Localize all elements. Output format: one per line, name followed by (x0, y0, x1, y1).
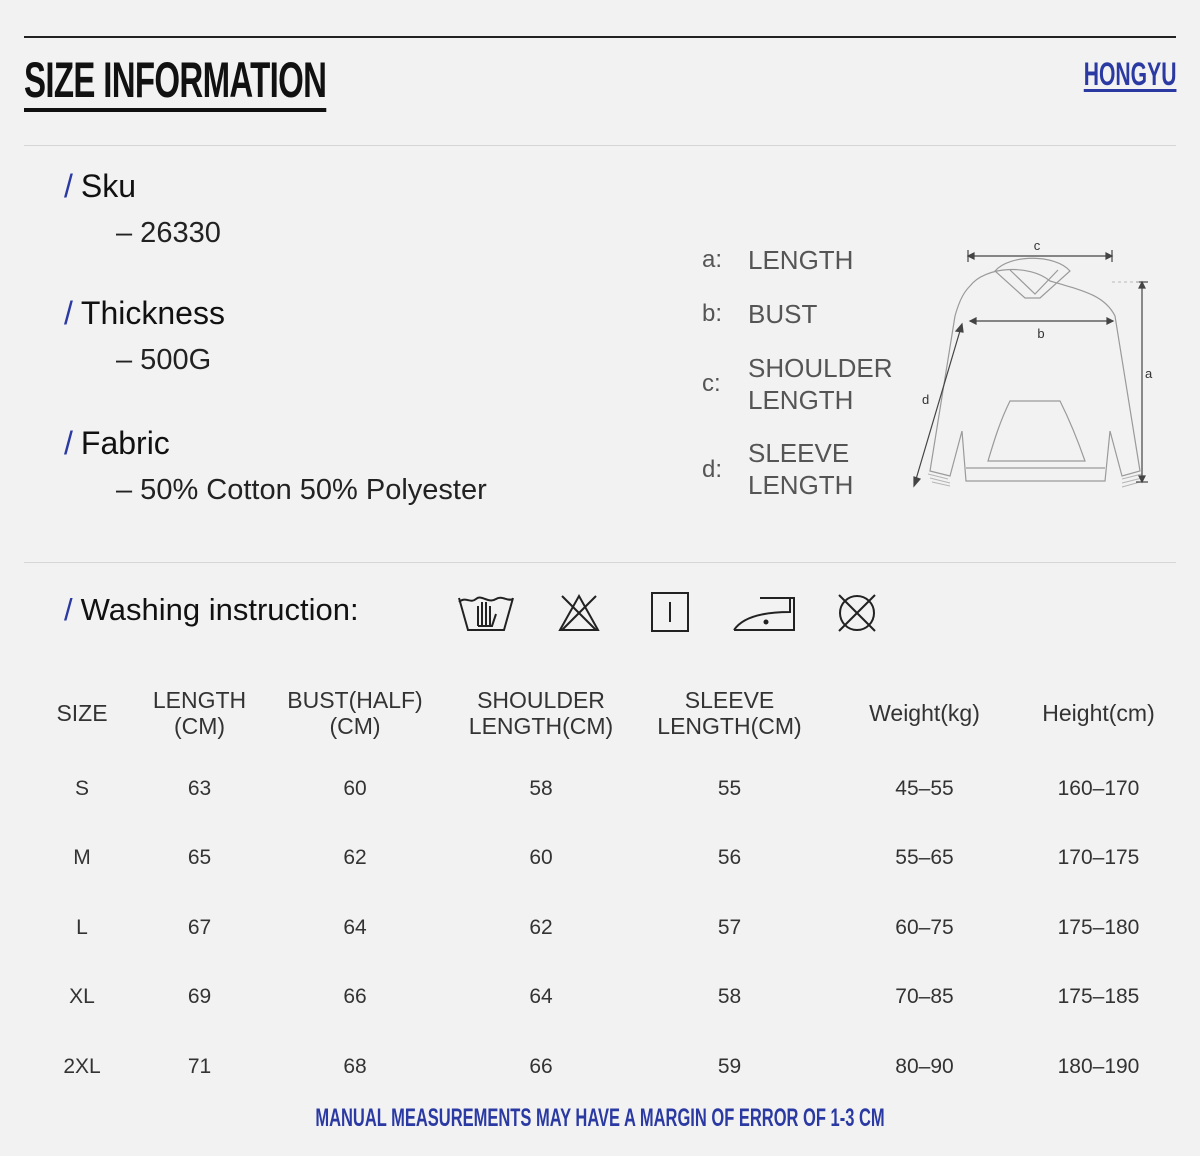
legend-key-b: b: (702, 300, 723, 327)
page-title: SIZE INFORMATION (24, 52, 326, 112)
table-row (24, 1032, 1176, 1102)
thickness-value: – 500G (116, 344, 212, 376)
fabric-value: – 50% Cotton 50% Polyester (116, 474, 487, 506)
diagram-label-b: b (1037, 326, 1045, 341)
column-header-sleeve: SLEEVE LENGTH(CM) (657, 687, 802, 739)
size-table (24, 672, 1176, 1102)
iron-low-icon (730, 590, 796, 634)
table-row (24, 754, 1176, 824)
cell-bust: 68 (343, 1054, 367, 1078)
table-header-row (24, 672, 1176, 754)
do-not-bleach-icon (556, 590, 602, 634)
cell-length: 69 (187, 985, 212, 1009)
measurement-disclaimer: MANUAL MEASUREMENTS MAY HAVE A MARGIN OF ERROR OF 1-3 CM (315, 1104, 885, 1132)
cell-shoulder: 62 (529, 915, 553, 939)
column-header-height: Height(cm) (1042, 700, 1155, 726)
cell-length: 65 (187, 846, 212, 870)
legend-key-d: d: (702, 456, 723, 483)
cell-length: 67 (187, 915, 212, 939)
cell-height: 170–175 (1057, 846, 1140, 870)
legend-label-c: SHOULDER LENGTH (748, 353, 893, 415)
legend-key-a: a: (702, 246, 723, 273)
washing-label: Washing instruction: (80, 592, 359, 627)
column-header-shoulder: SHOULDER LENGTH(CM) (468, 687, 614, 739)
cell-shoulder: 66 (529, 1054, 553, 1078)
cell-weight: 45–55 (895, 776, 954, 800)
diagram-label-c: c (1033, 238, 1041, 253)
cell-height: 175–180 (1057, 915, 1140, 939)
column-header-bust: BUST(HALF) (CM) (287, 687, 423, 739)
legend-key-c: c: (702, 370, 721, 397)
hand-wash-icon (456, 590, 516, 634)
legend-label-b: BUST (748, 299, 818, 329)
cell-weight: 70–85 (895, 985, 954, 1009)
cell-sleeve: 55 (717, 776, 742, 800)
column-header-weight: Weight(kg) (869, 700, 980, 726)
cell-size: S (74, 776, 89, 800)
diagram-label-a: a (1145, 366, 1153, 381)
do-not-dry-clean-icon (834, 590, 880, 634)
cell-bust: 62 (343, 846, 367, 870)
top-rule (24, 36, 1176, 38)
column-header-size: SIZE (56, 700, 108, 726)
cell-weight: 80–90 (895, 1054, 954, 1078)
cell-shoulder: 64 (529, 985, 553, 1009)
slash-mark: / (64, 425, 73, 461)
thickness-heading (64, 295, 225, 332)
table-row (24, 893, 1176, 963)
divider (24, 145, 1176, 146)
thickness-label: Thickness (80, 295, 225, 331)
hoodie-diagram (900, 236, 1172, 504)
cell-height: 175–185 (1057, 985, 1140, 1009)
cell-size: XL (69, 985, 95, 1009)
column-header-length: LENGTH (CM) (152, 687, 247, 739)
cell-sleeve: 56 (717, 846, 742, 870)
cell-height: 180–190 (1057, 1054, 1140, 1078)
cell-weight: 60–75 (895, 915, 954, 939)
cell-weight: 55–65 (895, 846, 954, 870)
slash-mark: / (64, 592, 73, 627)
legend-label-d: SLEEVE LENGTH (748, 438, 854, 500)
cell-sleeve: 57 (717, 915, 742, 939)
cell-size: L (76, 915, 88, 939)
diagram-label-d: d (922, 392, 930, 407)
table-row (24, 824, 1176, 894)
cell-size: 2XL (63, 1054, 101, 1078)
table-row (24, 963, 1176, 1033)
cell-size: M (73, 846, 91, 870)
cell-shoulder: 58 (529, 776, 553, 800)
cell-bust: 64 (343, 915, 367, 939)
slash-mark: / (64, 168, 73, 204)
divider (24, 562, 1176, 563)
fabric-heading (64, 425, 170, 462)
hang-dry-icon (650, 590, 692, 634)
cell-bust: 66 (343, 985, 367, 1009)
cell-sleeve: 58 (717, 985, 742, 1009)
sku-label: Sku (80, 168, 137, 204)
cell-length: 71 (187, 1054, 212, 1078)
cell-sleeve: 59 (717, 1054, 742, 1078)
cell-length: 63 (187, 776, 212, 800)
cell-height: 160–170 (1057, 776, 1140, 800)
slash-mark: / (64, 295, 73, 331)
sku-heading (64, 168, 136, 205)
brand-link[interactable]: HONGYU (1083, 56, 1176, 92)
sku-value: – 26330 (116, 217, 221, 249)
cell-bust: 60 (343, 776, 367, 800)
cell-shoulder: 60 (529, 846, 553, 870)
legend-label-a: LENGTH (748, 245, 854, 275)
fabric-label: Fabric (80, 425, 170, 461)
washing-heading (64, 592, 359, 628)
